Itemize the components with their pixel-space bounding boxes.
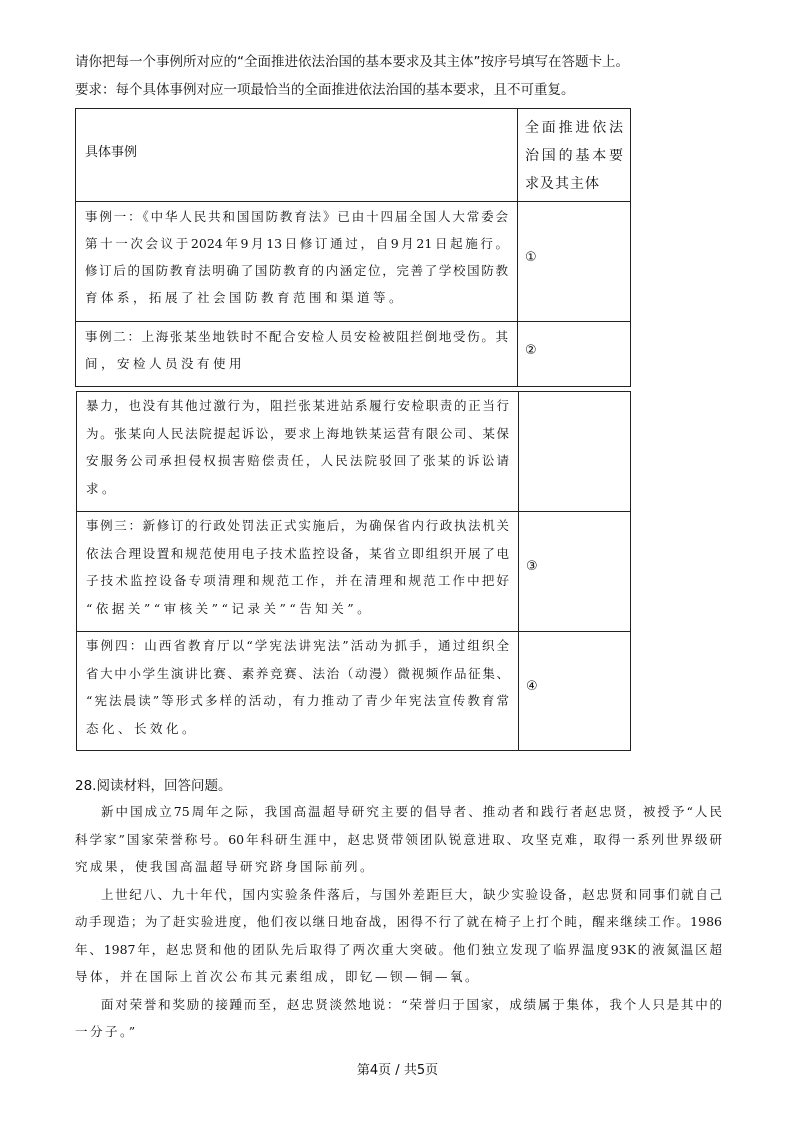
answer-table-part-1 — [75, 108, 631, 387]
requirement-answer-mark: ④ — [526, 679, 538, 695]
answer-table-part-2 — [76, 391, 631, 751]
column-divider — [517, 109, 518, 386]
requirement-answer-mark: ② — [525, 342, 537, 358]
row-divider — [76, 201, 630, 202]
case-text-line: 修订后的国防教育法明确了国防教育的内涵定位，完善了学校国防教 — [85, 263, 508, 278]
case-text-line: 第十一次会议于2024年9月13日修订通过，自9月21日起施行。 — [85, 236, 508, 251]
requirement-answer-mark: ③ — [526, 559, 538, 575]
case-text-line: 事例四：山西省教育厅以“学宪法讲宪法”活动为抓手，通过组织全 — [86, 638, 509, 653]
case-text-line: 育体系，拓展了社会国防教育范围和渠道等。 — [85, 290, 406, 305]
instruction-line: 请你把每一个事例所对应的“全面推进依法治国的基本要求及其主体”按序号填写在答题卡上。 — [75, 54, 629, 70]
paragraph-line: 究成果，使我国高温超导研究跻身国际前列。 — [75, 859, 376, 874]
paragraph-line: 科学家”国家荣誉称号。60年科研生涯中，赵忠贤带领团队锐意进取、攻坚克难，取得一系列世界级研 — [75, 831, 722, 847]
header-requirement-line: 治国的基本要 — [525, 148, 623, 164]
requirement-answer-mark: ① — [525, 249, 537, 265]
column-divider — [518, 392, 519, 750]
paragraph-line: 新中国成立75周年之际，我国高温超导研究主要的倡导者、推动者和践行者赵忠贤，被授予“人民 — [101, 804, 722, 819]
case-text-line: 事例一：《中华人民共和国国防教育法》已由十四届全国人大常委会 — [85, 209, 508, 224]
question-title: 28.阅读材料，回答问题。 — [75, 778, 232, 794]
paragraph-line: 动手现造；为了赶实验进度，他们夜以继日地奋战，困得不行了就在椅子上打个盹，醒来继续工作。1986 — [75, 914, 722, 929]
case-text-line: 子技术监控设备专项清理和规范工作，并在清理和规范工作中把好 — [86, 573, 509, 588]
paragraph-line: 年、1987年，赵忠贤和他的团队先后取得了两次重大突破。他们独立发现了临界温度93K的液氮温区超 — [75, 941, 722, 957]
page-footer: 第4页 / 共5页 — [356, 1063, 439, 1078]
case-text-line: 省大中小学生演讲比赛、素养竞赛、法治（动漫）微视频作品征集、 — [86, 665, 509, 681]
case-text-line: 事例二：上海张某坐地铁时不配合安检人员安检被阻拦倒地受伤。其 — [85, 329, 508, 344]
case-text-line: “依据关”“审核关”“记录关”“告知关”。 — [86, 600, 374, 616]
paragraph-line: 面对荣誉和奖励的接踵而至，赵忠贤淡然地说：“荣誉归于国家，成绩属于集体，我个人只是其中的 — [101, 996, 722, 1012]
case-text-line: “宪法晨读”等形式多样的活动，有力推动了青少年宪法宣传教育常 — [86, 693, 509, 708]
case-text-line: 依法合理设置和规范使用电子技术监控设备，某省立即组织开展了电 — [86, 545, 509, 561]
case-text-line: 求。 — [86, 480, 119, 496]
row-divider — [76, 321, 630, 322]
case-text-line: 暴力，也没有其他过激行为，阻拦张某进站系履行安检职责的正当行 — [86, 398, 509, 413]
case-text-line: 间，安检人员没有使用 — [85, 356, 246, 371]
instruction-line: 要求：每个具体事例对应一项最恰当的全面推进依法治国的基本要求，且不可重复。 — [75, 82, 575, 98]
paragraph-line: 上世纪八、九十年代，国内实验条件落后，与国外差距巨大，缺少实验设备，赵忠贤和同事们就自己 — [101, 886, 722, 902]
case-text-line: 安服务公司承担侵权损害赔偿责任，人民法院驳回了张某的诉讼请 — [86, 453, 509, 468]
case-text-line: 事例三：新修订的行政处罚法正式实施后，为确保省内行政执法机关 — [86, 518, 509, 533]
paragraph-line: 导体，并在国际上首次公布其元素组成，即钇—钡—铜—氧。 — [75, 969, 481, 984]
case-text-line: 为。张某向人民法院提起诉讼，要求上海地铁某运营有限公司、某保 — [86, 425, 509, 441]
header-requirement-line: 全面推进依法 — [525, 120, 623, 136]
row-divider — [77, 631, 630, 632]
header-requirement-line: 求及其主体 — [525, 176, 600, 192]
header-case: 具体事例 — [85, 145, 138, 160]
row-divider — [77, 511, 630, 512]
paragraph-line: 一分子。” — [75, 1024, 138, 1039]
case-text-line: 态化、长效化。 — [86, 720, 199, 736]
